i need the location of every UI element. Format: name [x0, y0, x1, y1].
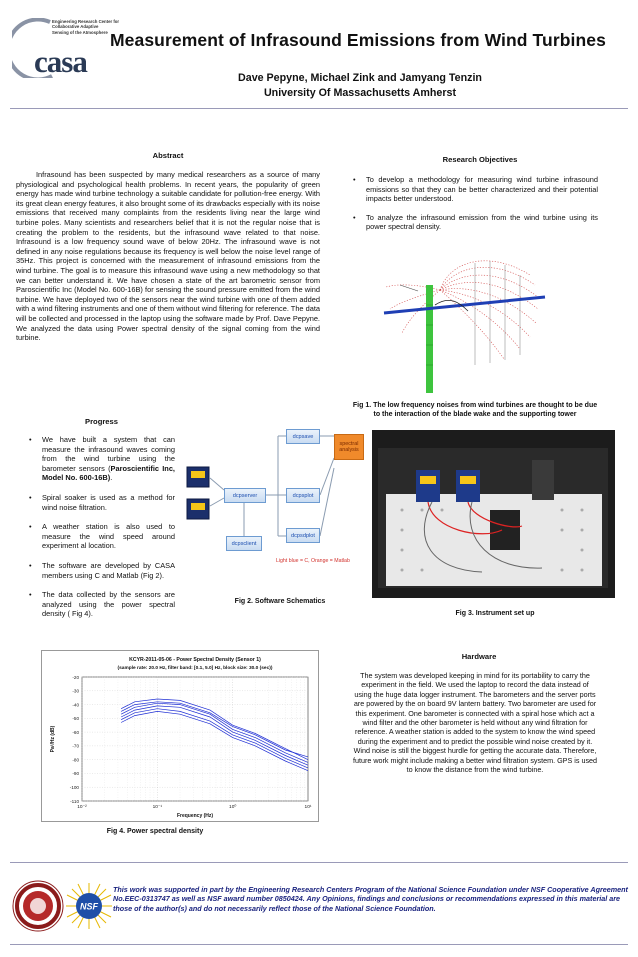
- footer-divider-top: [10, 862, 628, 863]
- fig3-caption: Fig 3. Instrument set up: [455, 610, 535, 617]
- y-tick-label: -100: [69, 785, 79, 791]
- fig1-turbine-wake-illustration: [380, 245, 550, 395]
- nsf-logo-icon: [64, 881, 114, 931]
- y-tick-label: -90: [72, 771, 79, 777]
- progress-item-text: We have built a system that can measure the infrasound waves coming from the wind turbine using the barometer sensors (: [42, 435, 175, 473]
- progress-item: [28, 435, 175, 483]
- abstract-text: Infrasound has been suspected by many medical researchers as a source of many physiological and psychological health problems. In recent years, the popularity of green energy has made wind turbine technology a suitable candidate for pollution-free energy. With its great clean energy features, it also brought some of its drawbacks especially with its noise emissions that received many complaints from the residents living near the large wind turbine poles. Many scientists and researchers belief that it is not the regular noise that is creating the problem to the residents, but the infrasound wave related to that noise. Infrasound is a low frequency sound wave of below 20Hz. The infrasound wave is not defined in any noise regulations because its frequency is well below the noise level range of 35Hz. This project is concerned with the measurement of infrasound emissions from the wind turbine. The goal is to measure this infrasound wave using a new methodology so that we can better understand it. We have chosen a state of the art barometric sensor from Paroscientific Inc (Model No. 600-16B) for sensing the sound pressure emitted from the wind turbine. We have deployed two of the sensors near the wind turbine with one of them added with a wind filtering instruments and one of them without wind filtering for reference. The data will be collected and processed in the laptop using the software made by Prof. Dave Pepyne. We analyzed the data using Power spectral density of the signal coming from the wind turbine.: [16, 170, 320, 343]
- nsf-logo-label: NSF: [80, 901, 98, 912]
- objective-item: • To develop a methodology for measuring wind turbine infrasound emissions so that they can be better characterized and their potential impacts better understood.: [352, 175, 598, 204]
- progress-item-text: .: [110, 473, 113, 483]
- affiliation: University Of Massachusetts Amherst: [263, 87, 457, 99]
- x-tick-label: 10¹: [304, 805, 312, 810]
- psd-chart: [42, 651, 318, 821]
- plot-area: [82, 677, 308, 801]
- y-tick-label: -30: [72, 688, 79, 694]
- software-schematic: [186, 428, 366, 578]
- chart-subtitle: (sample rate: 20.0 Hz, filter band: [0.1, 5.0] Hz, block size: 30.0 (sec)): [117, 666, 273, 671]
- hardware-text: The system was developed keeping in mind for its portability to carry the experiment in the field. We used the laptop to record the data instead of using the huge data logger instrument. The barometers and the server ports are powered by the on board 9V lantern battery. Two barometer are used for this experiment. One barometer is connected with a spiral hose which act a wind filter and the other barometer is held without any wind filtration for reference. A weather station is added to the system to know the wind speed during the experiment and to predict the possible wind noise created by it. Wind noise is still the biggest hurdle for getting the accurate data. Therefore, future work might include making a better wind filtration system. GPS is used to know the distance from the wind turbine.: [352, 671, 598, 775]
- schematic-node-dcpserver: dcpserver: [224, 488, 266, 503]
- schematic-node-dcpsclient: dcpsclient: [226, 536, 262, 551]
- progress-item: • A weather station is also used to measure the wind speed around experiment al location.: [28, 522, 175, 551]
- objective-item: • To analyze the infrasound emission from the wind turbine using its power spectral density.: [352, 213, 598, 232]
- progress-item-bold: Paroscientific Inc, Model No. 600-16B): [42, 463, 175, 483]
- header-divider: [10, 108, 628, 109]
- objectives-section: [352, 155, 598, 232]
- y-tick-label: -60: [72, 729, 79, 735]
- abstract-heading: Abstract: [152, 151, 184, 160]
- y-tick-label: -70: [72, 743, 79, 749]
- schematic-node-dcpsave: dcpsave: [286, 429, 320, 444]
- y-tick-label: -110: [70, 798, 79, 804]
- chart-title: KCYR-2011-05-06 - Power Spectral Density (Sensor 1): [129, 657, 261, 663]
- hardware-section: [352, 652, 598, 774]
- fig1-caption: Fig 1. The low frequency noises from wind turbines are thought to be due to the interaction of the blade wake and the supporting tower: [352, 402, 598, 418]
- y-tick-label: -40: [72, 702, 79, 708]
- acknowledgement-text: This work was supported in part by the Engineering Research Centers Program of the National Science Foundation under NSF Cooperative Agreement No.EEC-0313747 as well as NSF award number 0850424. Any Opinions, findings and conclusions or recommendations expressed in this material are those of the author(s) and do not necessarily reflect those of the National Science Foundation.: [113, 885, 628, 913]
- progress-item: • Spiral soaker is used as a method for wind noise filtration.: [28, 493, 175, 512]
- logo-line: Collaborative Adaptive: [52, 24, 99, 30]
- objectives-heading: Research Objectives: [442, 155, 518, 164]
- schematic-node-dcpsdplot: dcpsdplot: [286, 528, 320, 543]
- y-tick-label: -50: [72, 716, 79, 722]
- casa-logo-text: casa: [34, 44, 87, 79]
- y-tick-label: -20: [72, 674, 79, 680]
- schematic-node-dcpsplot: dcpsplot: [286, 488, 320, 503]
- schematic-legend: Light blue = C, Orange = Matlab: [276, 558, 350, 564]
- schematic-node-spectral-analysis: spectral analysis: [334, 434, 364, 460]
- instrument-setup-photo: [372, 430, 615, 598]
- progress-item: • The software are developed by CASA members using C and Matlab (Fig 2).: [28, 561, 175, 580]
- y-axis-label: Pa²/Hz (dB): [50, 725, 56, 753]
- psd-chart-frame: [41, 650, 319, 822]
- fig4-caption: Fig 4. Power spectral density: [106, 828, 204, 835]
- progress-heading: Progress: [85, 417, 118, 426]
- casa-logo: [12, 18, 120, 79]
- barometer-sensor-icon: [186, 466, 210, 488]
- x-tick-label: 10⁻²: [77, 805, 87, 810]
- poster-title: Measurement of Infrasound Emissions from Wind Turbines: [110, 30, 606, 50]
- authors: Dave Pepyne, Michael Zink and Jamyang Tenzin: [238, 72, 482, 84]
- y-tick-label: -80: [72, 757, 79, 763]
- authors-block: [150, 71, 570, 101]
- abstract-section: [16, 151, 320, 343]
- barometer-sensor-icon: [186, 498, 210, 520]
- footer-divider-bottom: [10, 944, 628, 945]
- progress-section: [28, 417, 175, 619]
- x-axis-label: Frequency (Hz): [176, 813, 214, 819]
- progress-item: • The data collected by the sensors are analyzed using the power spectral density ( Fig 4).: [28, 590, 175, 619]
- logo-line: Sensing of the Atmosphere: [52, 29, 108, 35]
- umass-seal-icon: [12, 880, 64, 932]
- x-tick-label: 10⁰: [229, 805, 237, 810]
- x-tick-label: 10⁻¹: [152, 805, 163, 810]
- fig2-caption: Fig 2. Software Schematics: [234, 598, 326, 605]
- logo-line: Engineering Research Center for: [52, 19, 120, 24]
- hardware-heading: Hardware: [461, 652, 497, 661]
